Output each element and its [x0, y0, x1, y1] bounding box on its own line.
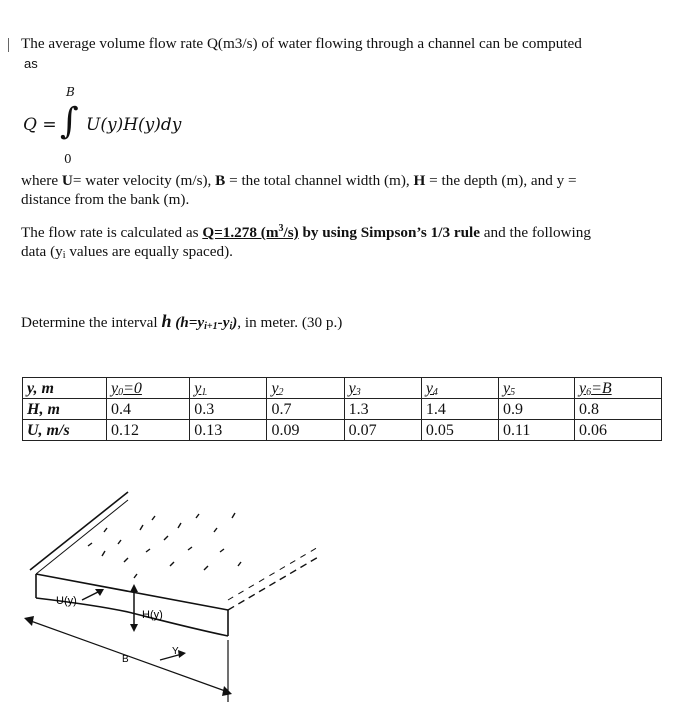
header-sub: 4 [432, 386, 438, 398]
label-y: Y [172, 646, 179, 657]
flow-tick [140, 525, 143, 530]
header-base: y [348, 379, 356, 397]
where-text-3: = the total channel width (m), [225, 172, 414, 189]
header-sub: 2 [278, 386, 284, 398]
formula [20, 82, 220, 172]
depth-arrowhead-bottom [130, 624, 138, 632]
question-h: h [161, 311, 172, 331]
flow-tick [102, 551, 105, 556]
rate-q-sup: 3 [278, 223, 284, 234]
question-sub-2: i [229, 321, 233, 332]
where-symbol-h: H [413, 172, 426, 189]
where-text-4: = the depth (m), and y = [425, 172, 577, 189]
width-arrowhead-left [24, 616, 34, 626]
question-sub-1: i+1 [204, 321, 218, 332]
where-symbol-u: U [61, 172, 73, 189]
formula-upper-limit: B [66, 85, 75, 99]
back-bank-edge [30, 492, 128, 570]
far-edge-dashed [228, 556, 320, 610]
rate-q-value [202, 224, 298, 241]
header-base: y [578, 379, 587, 397]
where-line-1 [21, 171, 577, 190]
flow-tick [196, 514, 199, 518]
header-cell [574, 378, 661, 399]
question-text-2: , in meter. (30 p.) [237, 314, 343, 331]
where-text-1: where [21, 172, 62, 189]
row-label-h: H, m [23, 399, 107, 420]
flow-tick [146, 549, 150, 552]
table-cell: 0.13 [190, 420, 267, 441]
channel-diagram [0, 470, 360, 710]
header-base: y [271, 379, 279, 397]
intro-line-2: as [24, 56, 38, 71]
header-suffix: =B [591, 379, 612, 397]
back-bank-edge-inner [36, 500, 128, 574]
text-cursor-bar [8, 38, 9, 52]
table-cell: 0.9 [499, 399, 575, 420]
table-row-y [23, 378, 662, 399]
flow-tick [124, 558, 128, 562]
width-arrowhead-right [222, 686, 232, 696]
flow-tick [188, 547, 192, 550]
table-cell: 0.7 [267, 399, 344, 420]
header-cell [267, 378, 344, 399]
flow-tick [232, 513, 235, 518]
far-edge-dashed-upper [228, 546, 320, 600]
flow-tick [178, 523, 181, 528]
header-sub: 6 [586, 386, 592, 398]
table-cell: 0.3 [190, 399, 267, 420]
table-cell: 0.12 [107, 420, 190, 441]
header-cell [499, 378, 575, 399]
flow-tick [134, 574, 137, 578]
formula-lhs: Q = [23, 115, 57, 135]
header-sub: 0 [118, 386, 124, 398]
question-formula-dash: -y [217, 314, 230, 331]
y-arrowhead [178, 650, 186, 658]
where-text-2: = water velocity (m/s), [72, 172, 216, 189]
table-cell: 1.4 [421, 399, 498, 420]
row-label-u: U, m/s [23, 420, 107, 441]
rate-line-1 [21, 223, 591, 242]
flow-tick [104, 528, 107, 532]
rate-q-end: /s) [283, 224, 299, 241]
where-line-2: distance from the bank (m). [21, 191, 190, 208]
rate-text-1: The flow rate is calculated as [21, 224, 203, 241]
label-h: H(y) [142, 609, 163, 621]
flow-tick [238, 562, 241, 566]
rate-line-2 [21, 242, 233, 261]
header-sub: 3 [355, 386, 361, 398]
flow-tick [164, 536, 168, 540]
table-cell: 0.07 [344, 420, 421, 441]
header-suffix: =0 [123, 379, 142, 397]
question-formula-open: (h=y [171, 314, 205, 331]
table-cell: 0.09 [267, 420, 344, 441]
rate-text-3: and the following [480, 224, 591, 241]
question-text-1: Determine the interval [21, 314, 162, 331]
table-row-u [23, 420, 662, 441]
header-cell [107, 378, 190, 399]
rate-line2-sub: i [62, 250, 66, 261]
flow-tick [170, 562, 174, 566]
integral-sign: ∫ [60, 101, 79, 142]
formula-lower-limit: 0 [64, 152, 72, 166]
header-cell [190, 378, 267, 399]
flow-tick [88, 543, 92, 546]
header-sub: 5 [510, 386, 516, 398]
header-base: y [503, 379, 511, 397]
table-cell: 0.05 [421, 420, 498, 441]
table-row-h [23, 399, 662, 420]
table-cell: 1.3 [344, 399, 421, 420]
label-u: U(y) [56, 595, 77, 607]
channel-outline [30, 492, 228, 636]
flow-ticks [88, 513, 241, 578]
header-cell [344, 378, 421, 399]
rate-line2-a: data (y [21, 243, 63, 260]
depth-arrowhead-top [130, 584, 138, 592]
table-cell: 0.8 [574, 399, 661, 420]
question-h-formula [171, 314, 237, 331]
flow-tick [152, 516, 155, 520]
flow-tick [204, 566, 208, 570]
rate-line2-b: values are equally spaced). [65, 243, 233, 260]
question-formula-close: ) [232, 314, 238, 331]
header-base: y [111, 379, 119, 397]
data-table [22, 377, 662, 441]
table-cell: 0.4 [107, 399, 190, 420]
header-cell [421, 378, 498, 399]
header-base: y [194, 379, 202, 397]
flow-tick [118, 540, 121, 544]
label-b: B [122, 654, 129, 665]
formula-integrand: U(y)H(y)dy [86, 115, 182, 135]
rate-method: by using Simpson’s 1/3 rule [298, 224, 480, 241]
table-cell: 0.06 [574, 420, 661, 441]
question [21, 312, 342, 332]
where-symbol-b: B [215, 172, 226, 189]
row-label-y: y, m [23, 378, 107, 399]
header-base: y [425, 379, 433, 397]
flow-tick [214, 528, 217, 532]
intro-line-1: The average volume flow rate Q(m3/s) of water flowing through a channel can be computed [21, 35, 582, 52]
rate-q-text: Q=1.278 (m [202, 224, 279, 241]
flow-tick [220, 549, 224, 552]
table-cell: 0.11 [499, 420, 575, 441]
header-sub: 1 [201, 386, 207, 398]
